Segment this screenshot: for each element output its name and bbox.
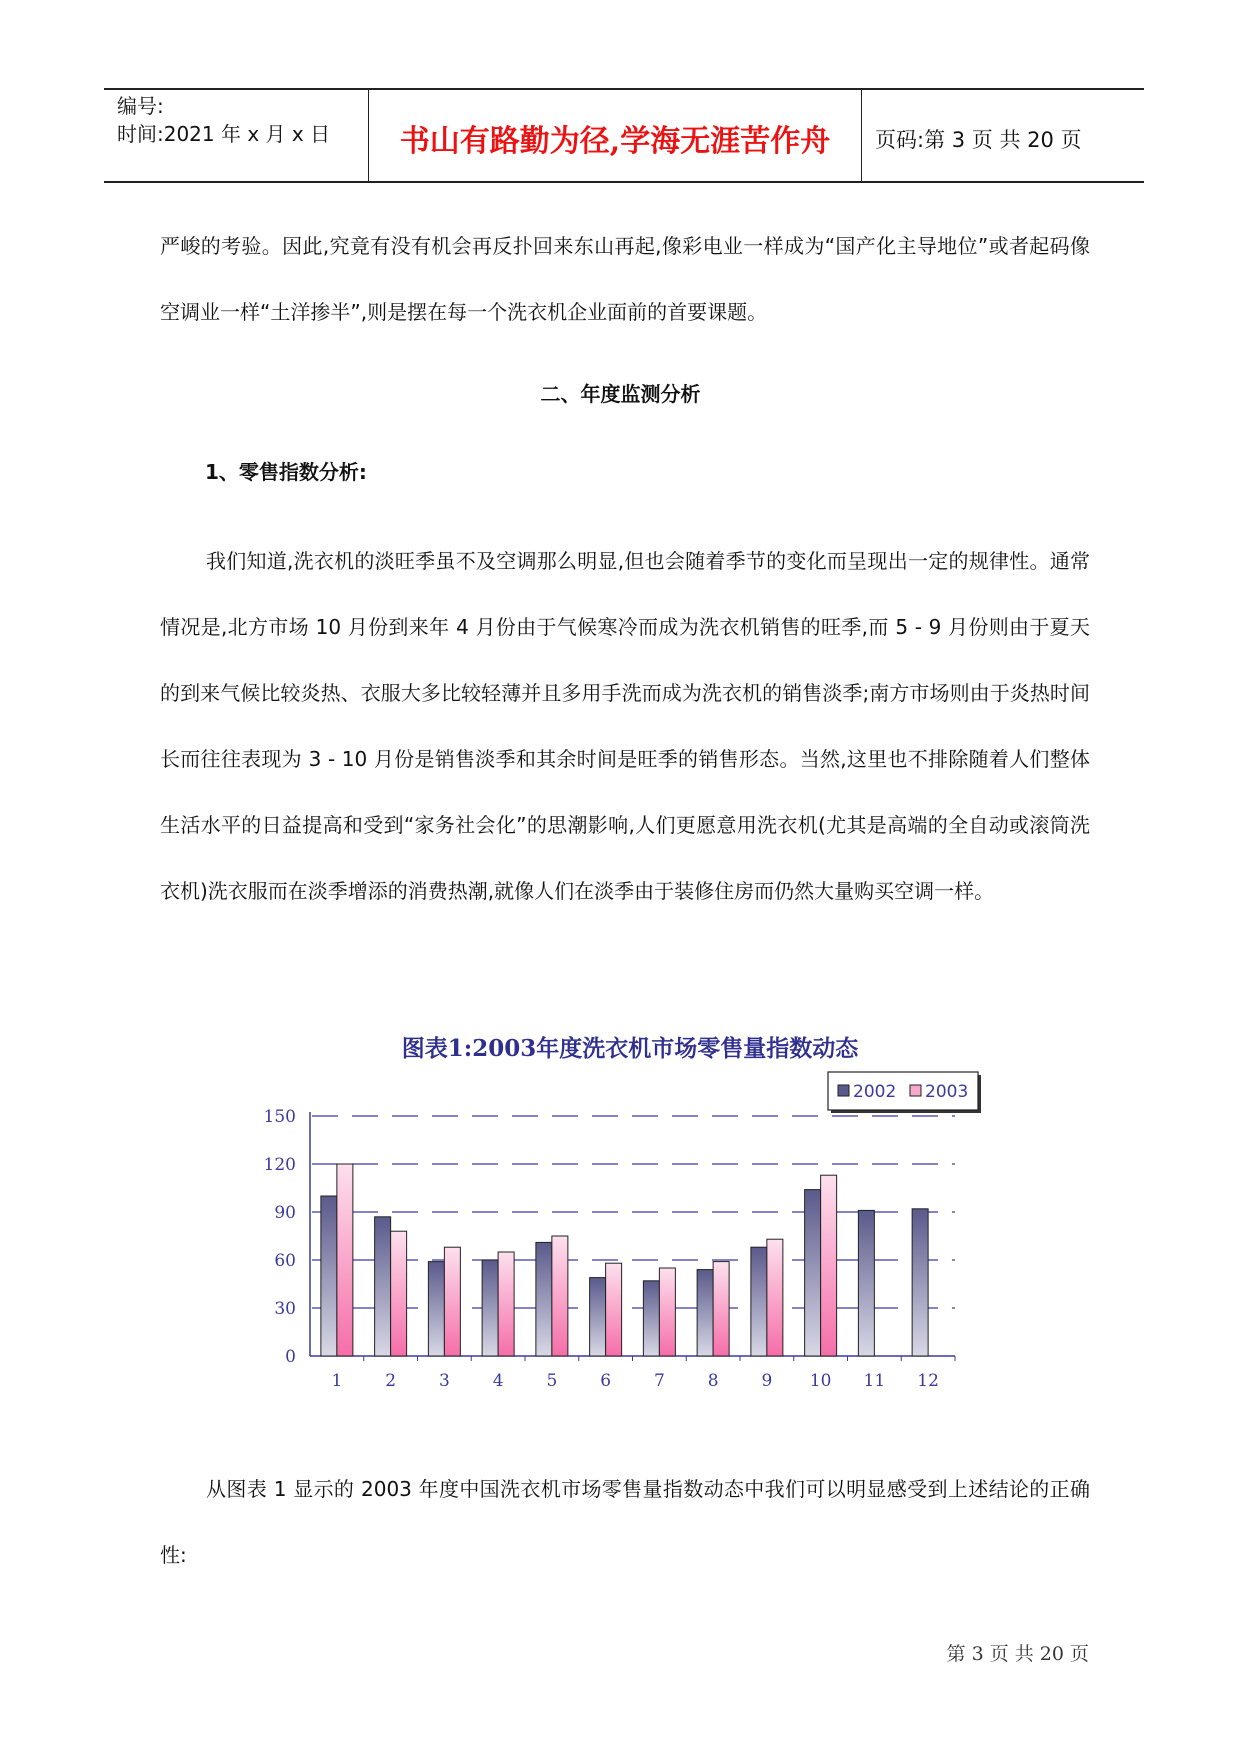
y-tick-label: 30 [274, 1299, 296, 1319]
x-tick-label: 2 [385, 1371, 397, 1391]
y-tick-label: 150 [263, 1107, 296, 1127]
paragraph-conclusion: 从图表 1 显示的 2003 年度中国洗衣机市场零售量指数动态中我们可以明显感受到上述结论的正确性: [160, 1477, 1090, 1567]
y-tick-label: 90 [274, 1203, 296, 1223]
bar-2002 [590, 1278, 606, 1356]
x-tick-label: 1 [331, 1371, 343, 1391]
header-separator-right [861, 89, 862, 181]
section-title: 二、年度监测分析 [540, 382, 701, 406]
time-label: 时间:2021 年 x 月 x 日 [117, 122, 331, 146]
bar-2002 [482, 1260, 498, 1356]
legend-label: 2002 [853, 1082, 897, 1102]
bar-2003 [767, 1239, 783, 1356]
x-tick-label: 7 [653, 1371, 665, 1391]
bar-2002 [428, 1262, 444, 1356]
header-top-rule [104, 88, 1144, 90]
y-tick-label: 60 [274, 1251, 296, 1271]
bar-2003 [552, 1236, 568, 1356]
x-tick-label: 3 [438, 1371, 450, 1391]
x-tick-label: 8 [707, 1371, 719, 1391]
bar-2003 [444, 1247, 460, 1356]
page-footer: 第 3 页 共 20 页 [946, 1643, 1089, 1665]
bar-2003 [498, 1252, 514, 1356]
legend-label: 2003 [925, 1082, 969, 1102]
bar-2002 [858, 1210, 874, 1356]
legend-swatch [910, 1085, 921, 1096]
subsection-title: 1、零售指数分析: [205, 460, 367, 484]
x-tick-label: 4 [492, 1371, 504, 1391]
header-meta [117, 92, 330, 148]
bar-2002 [751, 1247, 767, 1356]
bar-2002 [697, 1270, 713, 1356]
bar-chart [250, 1066, 990, 1396]
bar-2002 [321, 1196, 337, 1356]
bar-2003 [391, 1231, 407, 1356]
chart-title: 图表1:2003年度洗衣机市场零售量指数动态 [401, 1035, 859, 1062]
x-tick-label: 12 [917, 1371, 939, 1391]
bar-2002 [643, 1281, 659, 1356]
header-bottom-rule [104, 181, 1144, 183]
header-separator-left [368, 89, 369, 181]
paragraph-intro: 严峻的考验。因此,究竟有没有机会再反扑回来东山再起,像彩电业一样成为“国产化主导地位”或者起码像空调业一样“土洋掺半”,则是摆在每一个洗衣机企业面前的首要课题。 [160, 234, 1090, 324]
bar-2003 [821, 1175, 837, 1356]
bar-2002 [912, 1209, 928, 1356]
legend-swatch [838, 1085, 849, 1096]
x-tick-label: 9 [761, 1371, 773, 1391]
header-motto: 书山有路勤为径,学海无涯苦作舟 [399, 124, 831, 159]
x-tick-label: 6 [600, 1371, 612, 1391]
x-tick-label: 5 [546, 1371, 558, 1391]
bar-2002 [805, 1190, 821, 1356]
bar-2003 [337, 1164, 353, 1356]
y-tick-label: 120 [263, 1155, 296, 1175]
serial-label: 编号: [117, 94, 164, 118]
x-tick-label: 11 [863, 1371, 886, 1391]
bar-2003 [659, 1268, 675, 1356]
bar-2002 [375, 1217, 391, 1356]
header-page-info: 页码:第 3 页 共 20 页 [875, 128, 1082, 152]
bar-2003 [606, 1263, 622, 1356]
paragraph-seasonality: 我们知道,洗衣机的淡旺季虽不及空调那么明显,但也会随着季节的变化而呈现出一定的规律性。通常情况是,北方市场 10 月份到来年 4 月份由于气候寒冷而成为洗衣机销售的旺季,而 5 - 9 月份则由于夏天的到来气候比较炎热、衣服大多比较轻薄并且多用手洗而成为洗衣机的销售淡季;南方市场则由于炎热时间长而往往表现为 3 - 10 月份是销售淡季和其余时间是旺季的销售形态。当然,这里也不排除随着人们整体生活水平的日益提高和受到“家务社会化”的思潮影响,人们更愿意用洗衣机(尤其是高端的全自动或滚筒洗衣机)洗衣服而在淡季增添的消费热潮,就像人们在淡季由于装修住房而仍然大量购买空调一样。 [160, 549, 1090, 903]
x-tick-label: 10 [809, 1371, 832, 1391]
y-tick-label: 0 [285, 1347, 296, 1367]
bar-2002 [536, 1242, 552, 1356]
bar-2003 [713, 1262, 729, 1356]
